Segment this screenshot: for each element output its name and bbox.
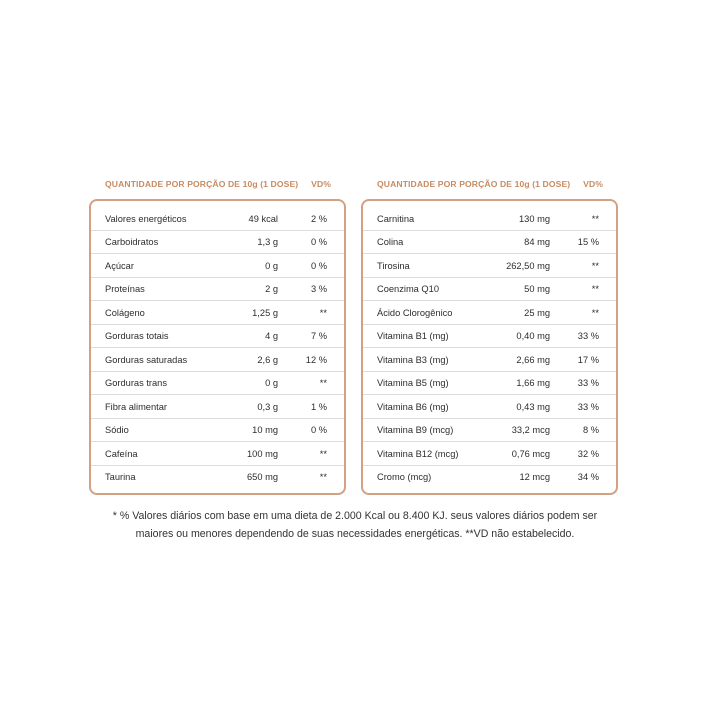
nutrient-vd: ** bbox=[319, 307, 327, 318]
nutrient-vd: 33 % bbox=[577, 401, 599, 412]
table-row bbox=[91, 207, 344, 231]
footnote-line-1: * % Valores diários com base em uma dieta de 2.000 Kcal ou 8.400 KJ. seus valores diários podem ser bbox=[112, 510, 598, 522]
nutrient-name: Cromo (mcg) bbox=[377, 472, 432, 483]
nutrient-name: Gorduras trans bbox=[105, 378, 168, 389]
nutrient-amount: 0,40 mg bbox=[516, 331, 550, 342]
nutrient-name: Sódio bbox=[105, 425, 129, 436]
nutrient-vd: ** bbox=[319, 378, 327, 389]
nutrient-name: Vitamina B1 (mg) bbox=[377, 331, 449, 342]
table-row bbox=[91, 442, 344, 466]
nutrient-vd: 3 % bbox=[310, 284, 327, 295]
table-row bbox=[363, 325, 616, 349]
table-row bbox=[363, 419, 616, 443]
table-header bbox=[89, 177, 346, 191]
nutrient-name: Vitamina B3 (mg) bbox=[377, 354, 449, 365]
nutrient-vd: 8 % bbox=[582, 425, 599, 436]
table-row bbox=[363, 442, 616, 466]
nutrient-amount: 0 g bbox=[265, 378, 278, 389]
table-row bbox=[363, 278, 616, 302]
nutrient-name: Fibra alimentar bbox=[105, 401, 168, 412]
nutrient-name: Colina bbox=[377, 237, 404, 248]
table-row bbox=[363, 301, 616, 325]
nutrient-vd: 12 % bbox=[305, 354, 327, 365]
table-row bbox=[91, 254, 344, 278]
nutrient-name: Carnitina bbox=[377, 213, 415, 224]
nutrient-amount: 50 mg bbox=[524, 284, 550, 295]
nutrient-vd: 17 % bbox=[577, 354, 599, 365]
nutrient-amount: 4 g bbox=[265, 331, 278, 342]
table-header bbox=[361, 177, 618, 191]
nutrient-amount: 650 mg bbox=[246, 472, 278, 483]
header-vd: VD% bbox=[583, 179, 603, 189]
nutrient-amount: 262,50 mg bbox=[506, 260, 550, 271]
nutrition-table-right bbox=[361, 177, 618, 483]
nutrient-name: Açúcar bbox=[105, 260, 134, 271]
table-row bbox=[363, 254, 616, 278]
nutrient-amount: 1,66 mg bbox=[516, 378, 550, 389]
nutrient-name: Vitamina B12 (mcg) bbox=[377, 448, 459, 459]
nutrient-vd: ** bbox=[319, 472, 327, 483]
nutrient-name: Ácido Clorogênico bbox=[377, 307, 453, 318]
nutrient-vd: 0 % bbox=[310, 425, 327, 436]
nutrient-name: Carboidratos bbox=[105, 237, 159, 248]
nutrient-name: Vitamina B9 (mcg) bbox=[377, 425, 454, 436]
nutrient-amount: 0,76 mcg bbox=[511, 448, 550, 459]
nutrient-amount: 25 mg bbox=[524, 307, 550, 318]
nutrient-name: Proteínas bbox=[105, 284, 145, 295]
table-row bbox=[363, 207, 616, 231]
table-row bbox=[91, 231, 344, 255]
nutrition-table-left bbox=[89, 177, 346, 483]
nutrient-amount: 2,6 g bbox=[257, 354, 278, 365]
header-vd: VD% bbox=[311, 179, 331, 189]
table-box bbox=[361, 199, 618, 495]
nutrient-amount: 0,43 mg bbox=[516, 401, 550, 412]
nutrient-amount: 1,3 g bbox=[257, 237, 278, 248]
table-row bbox=[363, 395, 616, 419]
nutrient-amount: 100 mg bbox=[246, 448, 278, 459]
nutrient-vd: 7 % bbox=[310, 331, 327, 342]
table-row bbox=[91, 395, 344, 419]
nutrient-vd: 33 % bbox=[577, 378, 599, 389]
nutrient-name: Coenzima Q10 bbox=[377, 284, 440, 295]
table-row bbox=[91, 419, 344, 443]
table-box bbox=[89, 199, 346, 495]
nutrient-name: Cafeína bbox=[105, 448, 138, 459]
nutrient-vd: 32 % bbox=[577, 448, 599, 459]
nutrient-amount: 49 kcal bbox=[248, 213, 278, 224]
table-row bbox=[91, 301, 344, 325]
nutrient-vd: ** bbox=[319, 448, 327, 459]
nutrient-amount: 130 mg bbox=[518, 213, 550, 224]
nutrient-vd: 15 % bbox=[577, 237, 599, 248]
table-row bbox=[363, 466, 616, 490]
nutrient-vd: 0 % bbox=[310, 260, 327, 271]
nutrient-amount: 1,25 g bbox=[252, 307, 278, 318]
table-row bbox=[91, 325, 344, 349]
nutrient-vd: ** bbox=[591, 260, 599, 271]
nutrient-name: Colágeno bbox=[105, 307, 145, 318]
nutrient-vd: 34 % bbox=[577, 472, 599, 483]
nutrient-amount: 0,3 g bbox=[257, 401, 278, 412]
nutrient-vd: ** bbox=[591, 307, 599, 318]
nutrient-vd: 2 % bbox=[310, 213, 327, 224]
nutrient-amount: 12 mcg bbox=[519, 472, 550, 483]
header-quantity: QUANTIDADE POR PORÇÃO DE 10g (1 DOSE) bbox=[105, 179, 299, 189]
nutrient-name: Taurina bbox=[105, 472, 136, 483]
nutrient-name: Tirosina bbox=[377, 260, 410, 271]
footnote-line-2: maiores ou menores dependendo de suas necessidades energéticas. **VD não estabelecido. bbox=[135, 528, 575, 540]
nutrient-vd: ** bbox=[591, 213, 599, 224]
nutrient-vd: ** bbox=[591, 284, 599, 295]
table-row bbox=[363, 372, 616, 396]
nutrient-amount: 84 mg bbox=[524, 237, 550, 248]
nutrient-name: Valores energéticos bbox=[105, 213, 187, 224]
nutrient-amount: 10 mg bbox=[252, 425, 278, 436]
header-quantity: QUANTIDADE POR PORÇÃO DE 10g (1 DOSE) bbox=[377, 179, 571, 189]
table-row bbox=[363, 348, 616, 372]
nutrient-amount: 2,66 mg bbox=[516, 354, 550, 365]
nutrient-name: Gorduras totais bbox=[105, 331, 169, 342]
table-row bbox=[91, 348, 344, 372]
nutrient-vd: 1 % bbox=[310, 401, 327, 412]
nutrient-vd: 33 % bbox=[577, 331, 599, 342]
nutrient-name: Vitamina B5 (mg) bbox=[377, 378, 449, 389]
nutrient-amount: 33,2 mcg bbox=[511, 425, 550, 436]
table-row bbox=[91, 466, 344, 490]
table-row bbox=[91, 372, 344, 396]
table-row bbox=[363, 231, 616, 255]
nutrient-name: Vitamina B6 (mg) bbox=[377, 401, 449, 412]
nutrient-name: Gorduras saturadas bbox=[105, 354, 188, 365]
table-row bbox=[91, 278, 344, 302]
nutrient-amount: 0 g bbox=[265, 260, 278, 271]
nutrient-vd: 0 % bbox=[310, 237, 327, 248]
nutrient-amount: 2 g bbox=[265, 284, 278, 295]
footnote bbox=[60, 507, 650, 543]
